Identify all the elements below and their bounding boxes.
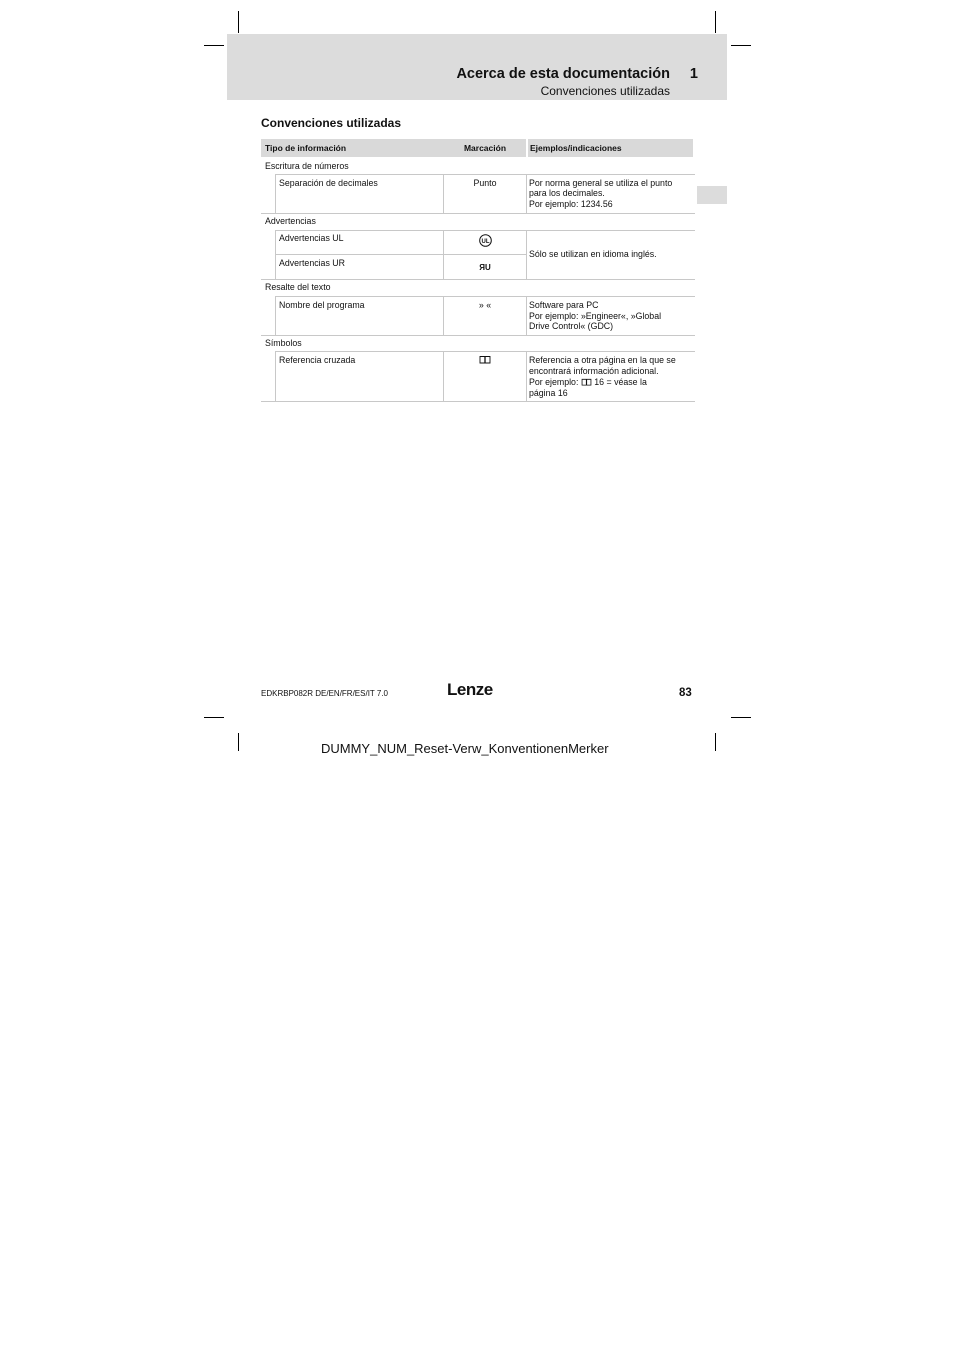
example-line: Referencia a otra página en la que se — [529, 355, 676, 365]
crop-mark — [204, 45, 224, 46]
example-line: para los decimales. — [529, 187, 605, 198]
row-type: Nombre del programa — [279, 300, 365, 310]
column-divider — [443, 174, 444, 213]
column-divider — [275, 174, 276, 213]
table-header-example: Ejemplos/indicaciones — [528, 139, 693, 157]
column-divider — [443, 230, 444, 279]
crop-mark — [731, 45, 751, 46]
chapter-subtitle: Convenciones utilizadas — [540, 84, 670, 98]
column-divider — [275, 351, 276, 401]
column-divider — [526, 174, 527, 213]
example-line: Por ejemplo: »Engineer«, »Global — [529, 310, 662, 321]
svg-text:ЯU: ЯU — [479, 263, 491, 272]
crop-mark — [204, 717, 224, 718]
dummy-label: DUMMY_NUM_Reset-Verw_KonventionenMerker — [321, 741, 609, 756]
crop-mark — [731, 717, 751, 718]
table-bottom — [261, 401, 695, 402]
example-line: encontrará información adicional. — [529, 365, 659, 376]
example-line: Por norma general se utiliza el punto — [529, 178, 673, 188]
section-title: Convenciones utilizadas — [261, 116, 402, 130]
row-example — [529, 300, 694, 332]
ul-listed-icon — [444, 234, 526, 250]
row-type: Referencia cruzada — [279, 355, 356, 365]
document-code: EDKRBP082R DE/EN/FR/ES/IT 7.0 — [261, 689, 389, 698]
row-divider — [275, 254, 527, 255]
page-header — [227, 34, 727, 100]
row-divider — [275, 351, 695, 352]
book-icon — [581, 378, 592, 386]
lenze-logo: Lenze — [447, 680, 493, 699]
page-number: 83 — [679, 687, 692, 699]
example-line: Software para PC — [529, 300, 599, 310]
row-divider — [275, 174, 695, 175]
group-divider — [261, 213, 695, 214]
row-type: Separación de decimales — [279, 178, 378, 188]
column-divider — [443, 296, 444, 335]
group-label: Resalte del texto — [265, 282, 331, 292]
column-divider — [275, 296, 276, 335]
column-divider — [526, 351, 527, 401]
example-suffix: 16 = véase la — [594, 377, 647, 388]
ur-recognized-icon — [444, 262, 526, 275]
crop-mark — [238, 11, 239, 33]
row-type: Advertencias UR — [279, 258, 346, 268]
example-prefix: Por ejemplo: — [529, 377, 581, 388]
chapter-side-tab — [697, 186, 727, 204]
crop-mark — [238, 733, 239, 751]
crop-mark — [715, 733, 716, 751]
row-mark: Punto — [473, 178, 497, 188]
row-divider — [275, 230, 695, 231]
group-label: Advertencias — [265, 216, 316, 226]
column-divider — [443, 351, 444, 401]
row-mark: » « — [478, 300, 492, 310]
column-divider — [275, 230, 276, 279]
row-example — [529, 178, 694, 210]
row-type: Advertencias UL — [279, 233, 344, 243]
row-divider — [275, 296, 695, 297]
example-line-ref — [529, 377, 694, 388]
column-divider — [526, 296, 527, 335]
book-icon — [444, 355, 526, 367]
table-header-type: Tipo de información — [261, 139, 445, 157]
crop-mark — [715, 11, 716, 33]
table-header-mark: Marcación — [444, 139, 526, 157]
group-divider — [261, 335, 695, 336]
row-example — [529, 355, 694, 398]
column-divider — [526, 230, 527, 279]
example-line: Drive Control« (GDC) — [529, 321, 614, 332]
chapter-title: Acerca de esta documentación — [456, 66, 670, 82]
group-label: Símbolos — [265, 338, 302, 348]
group-label: Escritura de números — [265, 161, 349, 171]
svg-text:UL: UL — [481, 239, 489, 245]
shared-example: Sólo se utilizan en idioma inglés. — [529, 249, 657, 259]
group-divider — [261, 279, 695, 280]
example-line: página 16 — [529, 387, 568, 398]
chapter-number: 1 — [689, 66, 698, 82]
example-line: Por ejemplo: 1234.56 — [529, 199, 613, 210]
